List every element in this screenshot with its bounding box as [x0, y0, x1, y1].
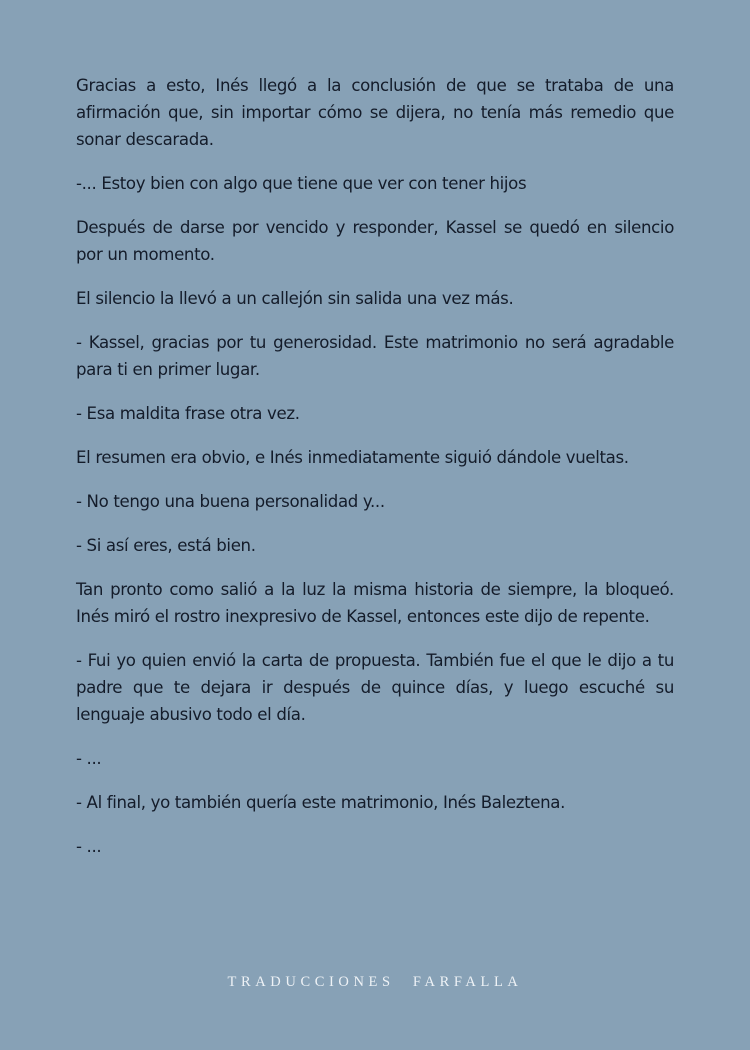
body-text — [76, 72, 674, 877]
paragraph: Gracias a esto, Inés llegó a la conclusión de que se trataba de una afirmación que, sin importar cómo se dijera, no tenía más remedio que sonar descarada. — [76, 76, 674, 149]
paragraph: - No tengo una buena personalidad y... — [76, 492, 385, 511]
paragraph: - Si así eres, está bien. — [76, 536, 256, 555]
paragraph: - Kassel, gracias por tu generosidad. Este matrimonio no será agradable para ti en primer lugar. — [76, 333, 674, 379]
paragraph: -... Estoy bien con algo que tiene que ver con tener hijos — [76, 174, 527, 193]
paragraph: - ... — [76, 837, 102, 856]
paragraph: - Esa maldita frase otra vez. — [76, 404, 300, 423]
paragraph: - Al final, yo también quería este matrimonio, Inés Baleztena. — [76, 793, 566, 812]
paragraph: Tan pronto como salió a la luz la misma historia de siempre, la bloqueó. Inés miró el rostro inexpresivo de Kassel, entonces este dijo de repente. — [76, 580, 674, 626]
paragraph: - ... — [76, 749, 102, 768]
paragraph: - Fui yo quien envió la carta de propuesta. También fue el que le dijo a tu padre que te dejara ir después de quince días, y luego escuché su lenguaje abusivo todo el día. — [76, 651, 674, 724]
paragraph: El resumen era obvio, e Inés inmediatamente siguió dándole vueltas. — [76, 448, 629, 467]
translator-credit: TRADUCCIONES FARFALLA — [227, 974, 523, 990]
paragraph: El silencio la llevó a un callejón sin salida una vez más. — [76, 289, 514, 308]
paragraph: Después de darse por vencido y responder, Kassel se quedó en silencio por un momento. — [76, 218, 674, 264]
